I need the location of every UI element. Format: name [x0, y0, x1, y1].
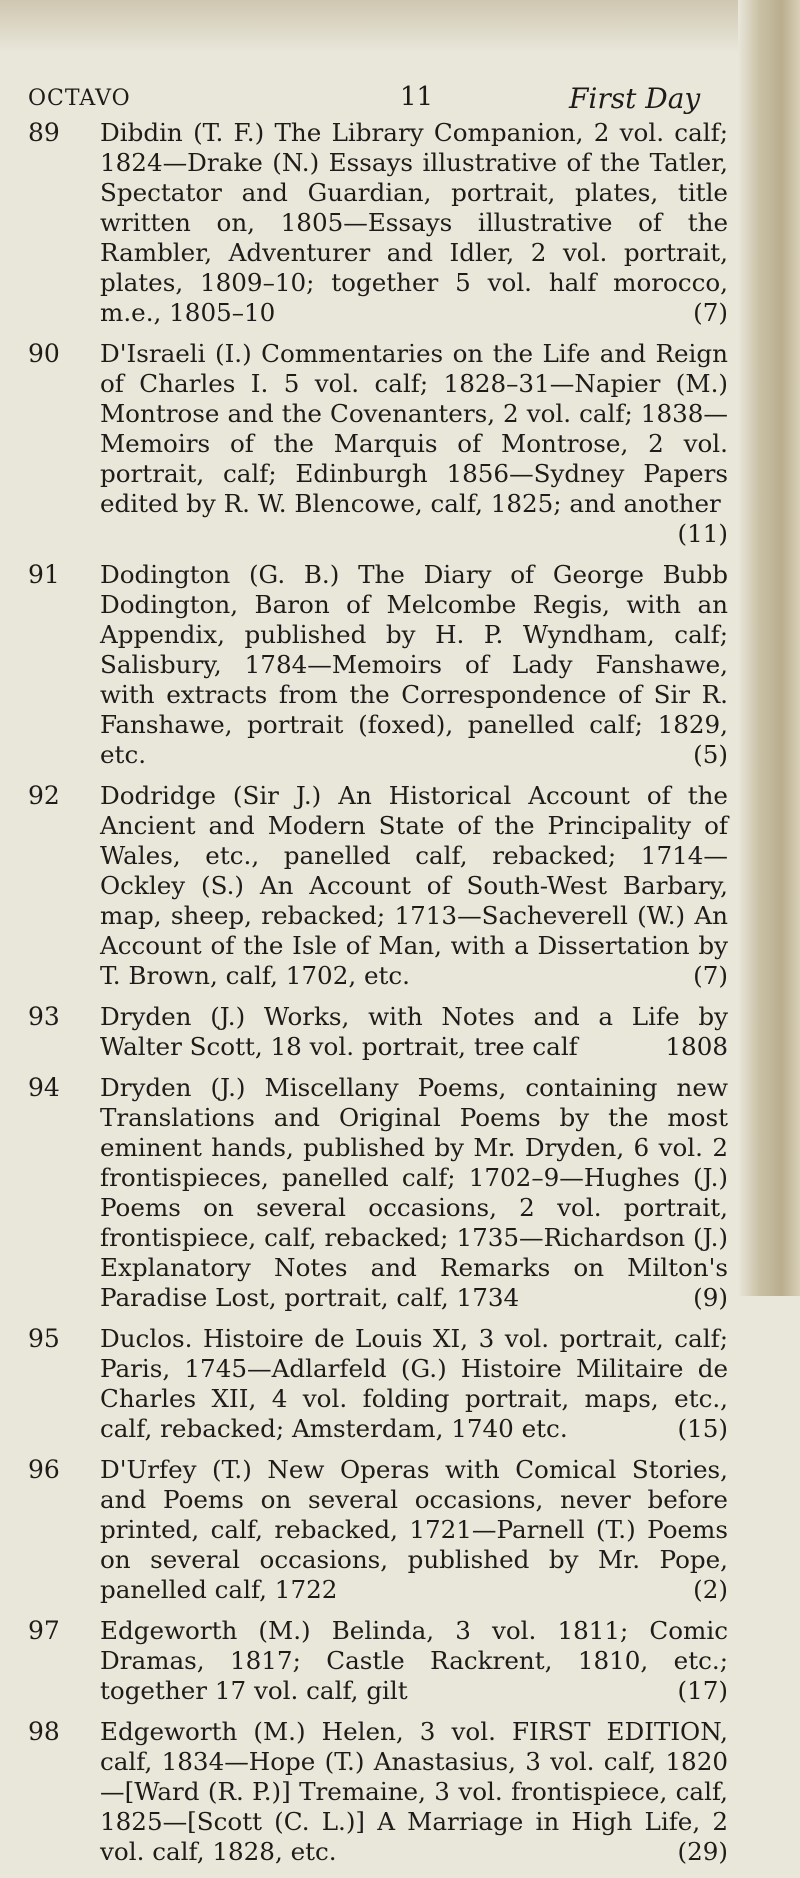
lot-description: Edgeworth (M.) Belinda, 3 vol. 1811; Comic Dramas, 1817; Castle Rackrent, 1810, etc.; together 17 vol. calf, gilt — [100, 1616, 728, 1705]
lot-volume-count: (2) — [693, 1575, 728, 1604]
lot-volume-count: (29) — [677, 1837, 728, 1866]
lot-entry-96 — [28, 1455, 728, 1605]
lot-list — [28, 118, 728, 1878]
lot-entry-95 — [28, 1324, 728, 1444]
page-right-edge — [738, 0, 800, 1296]
lot-volume-count: (5) — [693, 740, 728, 769]
lot-entry-91 — [28, 560, 728, 770]
lot-description: Dodington (G. B.) The Diary of George Bubb Dodington, Baron of Melcombe Regis, with an Appendix, published by H. P. Wyndham, calf; Salisbury, 1784—Memoirs of Lady Fanshawe, with extracts from the Correspondence of Sir R. Fanshawe, portrait (foxed), panelled calf; 1829, etc. — [100, 560, 728, 769]
page-number: 11 — [400, 82, 434, 112]
lot-entry-98 — [28, 1717, 728, 1867]
lot-date: 1808 — [665, 1032, 728, 1061]
header-day: First Day — [569, 82, 701, 115]
lot-description: Dodridge (Sir J.) An Historical Account of the Ancient and Modern State of the Principality of Wales, etc., panelled calf, rebacked; 1714—Ockley (S.) An Account of South-West Barbary, map, sheep, rebacked; 1713—Sacheverell (W.) An Account of the Isle of Man, with a Dissertation by T. Brown, calf, 1702, etc. — [100, 781, 728, 990]
lot-description: D'Israeli (I.) Commentaries on the Life and Reign of Charles I. 5 vol. calf; 1828–31—Napier (M.) Montrose and the Covenanters, 2 vol. calf; 1838—Memoirs of the Marquis of Montrose, 2 vol. portrait, calf; Edinburgh 1856—Sydney Papers edited by R. W. Blencowe, calf, 1825; and another — [100, 339, 728, 518]
lot-description: Dryden (J.) Miscellany Poems, containing new Translations and Original Poems by the most eminent hands, published by Mr. Dryden, 6 vol. 2 frontispieces, panelled calf; 1702–9—Hughes (J.) Poems on several occasions, 2 vol. portrait, frontispiece, calf, rebacked; 1735—Richardson (J.) Explanatory Notes and Remarks on Milton's Paradise Lost, portrait, calf, 1734 — [100, 1073, 728, 1312]
lot-number: 90 — [28, 339, 60, 368]
lot-entry-90 — [28, 339, 728, 549]
lot-volume-count: (11) — [677, 519, 728, 548]
lot-description: Dibdin (T. F.) The Library Companion, 2 vol. calf; 1824—Drake (N.) Essays illustrative of the Tatler, Spectator and Guardian, portrait, plates, title written on, 1805—Essays illustrative of the Rambler, Adventurer and Idler, 2 vol. portrait, plates, 1809–10; together 5 vol. half morocco, m.e., 1805–10 — [100, 118, 728, 327]
lot-number: 93 — [28, 1002, 60, 1031]
header-format: OCTAVO — [28, 86, 131, 111]
lot-number: 98 — [28, 1717, 60, 1746]
lot-description: Edgeworth (M.) Helen, 3 vol. FIRST EDITION, calf, 1834—Hope (T.) Anastasius, 3 vol. calf, 1820—[Ward (R. P.)] Tremaine, 3 vol. frontispiece, calf, 1825—[Scott (C. L.)] A Marriage in High Life, 2 vol. calf, 1828, etc. — [100, 1717, 728, 1866]
lot-volume-count: (15) — [677, 1414, 728, 1443]
lot-description: Duclos. Histoire de Louis XI, 3 vol. portrait, calf; Paris, 1745—Adlarfeld (G.) Histoire Militaire de Charles XII, 4 vol. folding portrait, maps, etc., calf, rebacked; Amsterdam, 1740 etc. — [100, 1324, 728, 1443]
lot-number: 91 — [28, 560, 60, 589]
lot-number: 95 — [28, 1324, 60, 1353]
lot-number: 92 — [28, 781, 60, 810]
lot-number: 97 — [28, 1616, 60, 1645]
lot-number: 89 — [28, 118, 60, 147]
lot-volume-count: (17) — [677, 1676, 728, 1705]
lot-entry-92 — [28, 781, 728, 991]
lot-volume-count: (9) — [693, 1283, 728, 1312]
lot-description: Dryden (J.) Works, with Notes and a Life by Walter Scott, 18 vol. portrait, tree calf — [100, 1002, 728, 1061]
lot-entry-94 — [28, 1073, 728, 1313]
lot-entry-89 — [28, 118, 728, 328]
lot-entry-97 — [28, 1616, 728, 1706]
running-header — [28, 82, 728, 116]
lot-volume-count: (7) — [693, 961, 728, 990]
lot-description: D'Urfey (T.) New Operas with Comical Stories, and Poems on several occasions, never before printed, calf, rebacked, 1721—Parnell (T.) Poems on several occasions, published by Mr. Pope, panelled calf, 1722 — [100, 1455, 728, 1604]
lot-volume-count: (7) — [693, 298, 728, 327]
lot-entry-93 — [28, 1002, 728, 1062]
lot-number: 96 — [28, 1455, 60, 1484]
lot-number: 94 — [28, 1073, 60, 1102]
